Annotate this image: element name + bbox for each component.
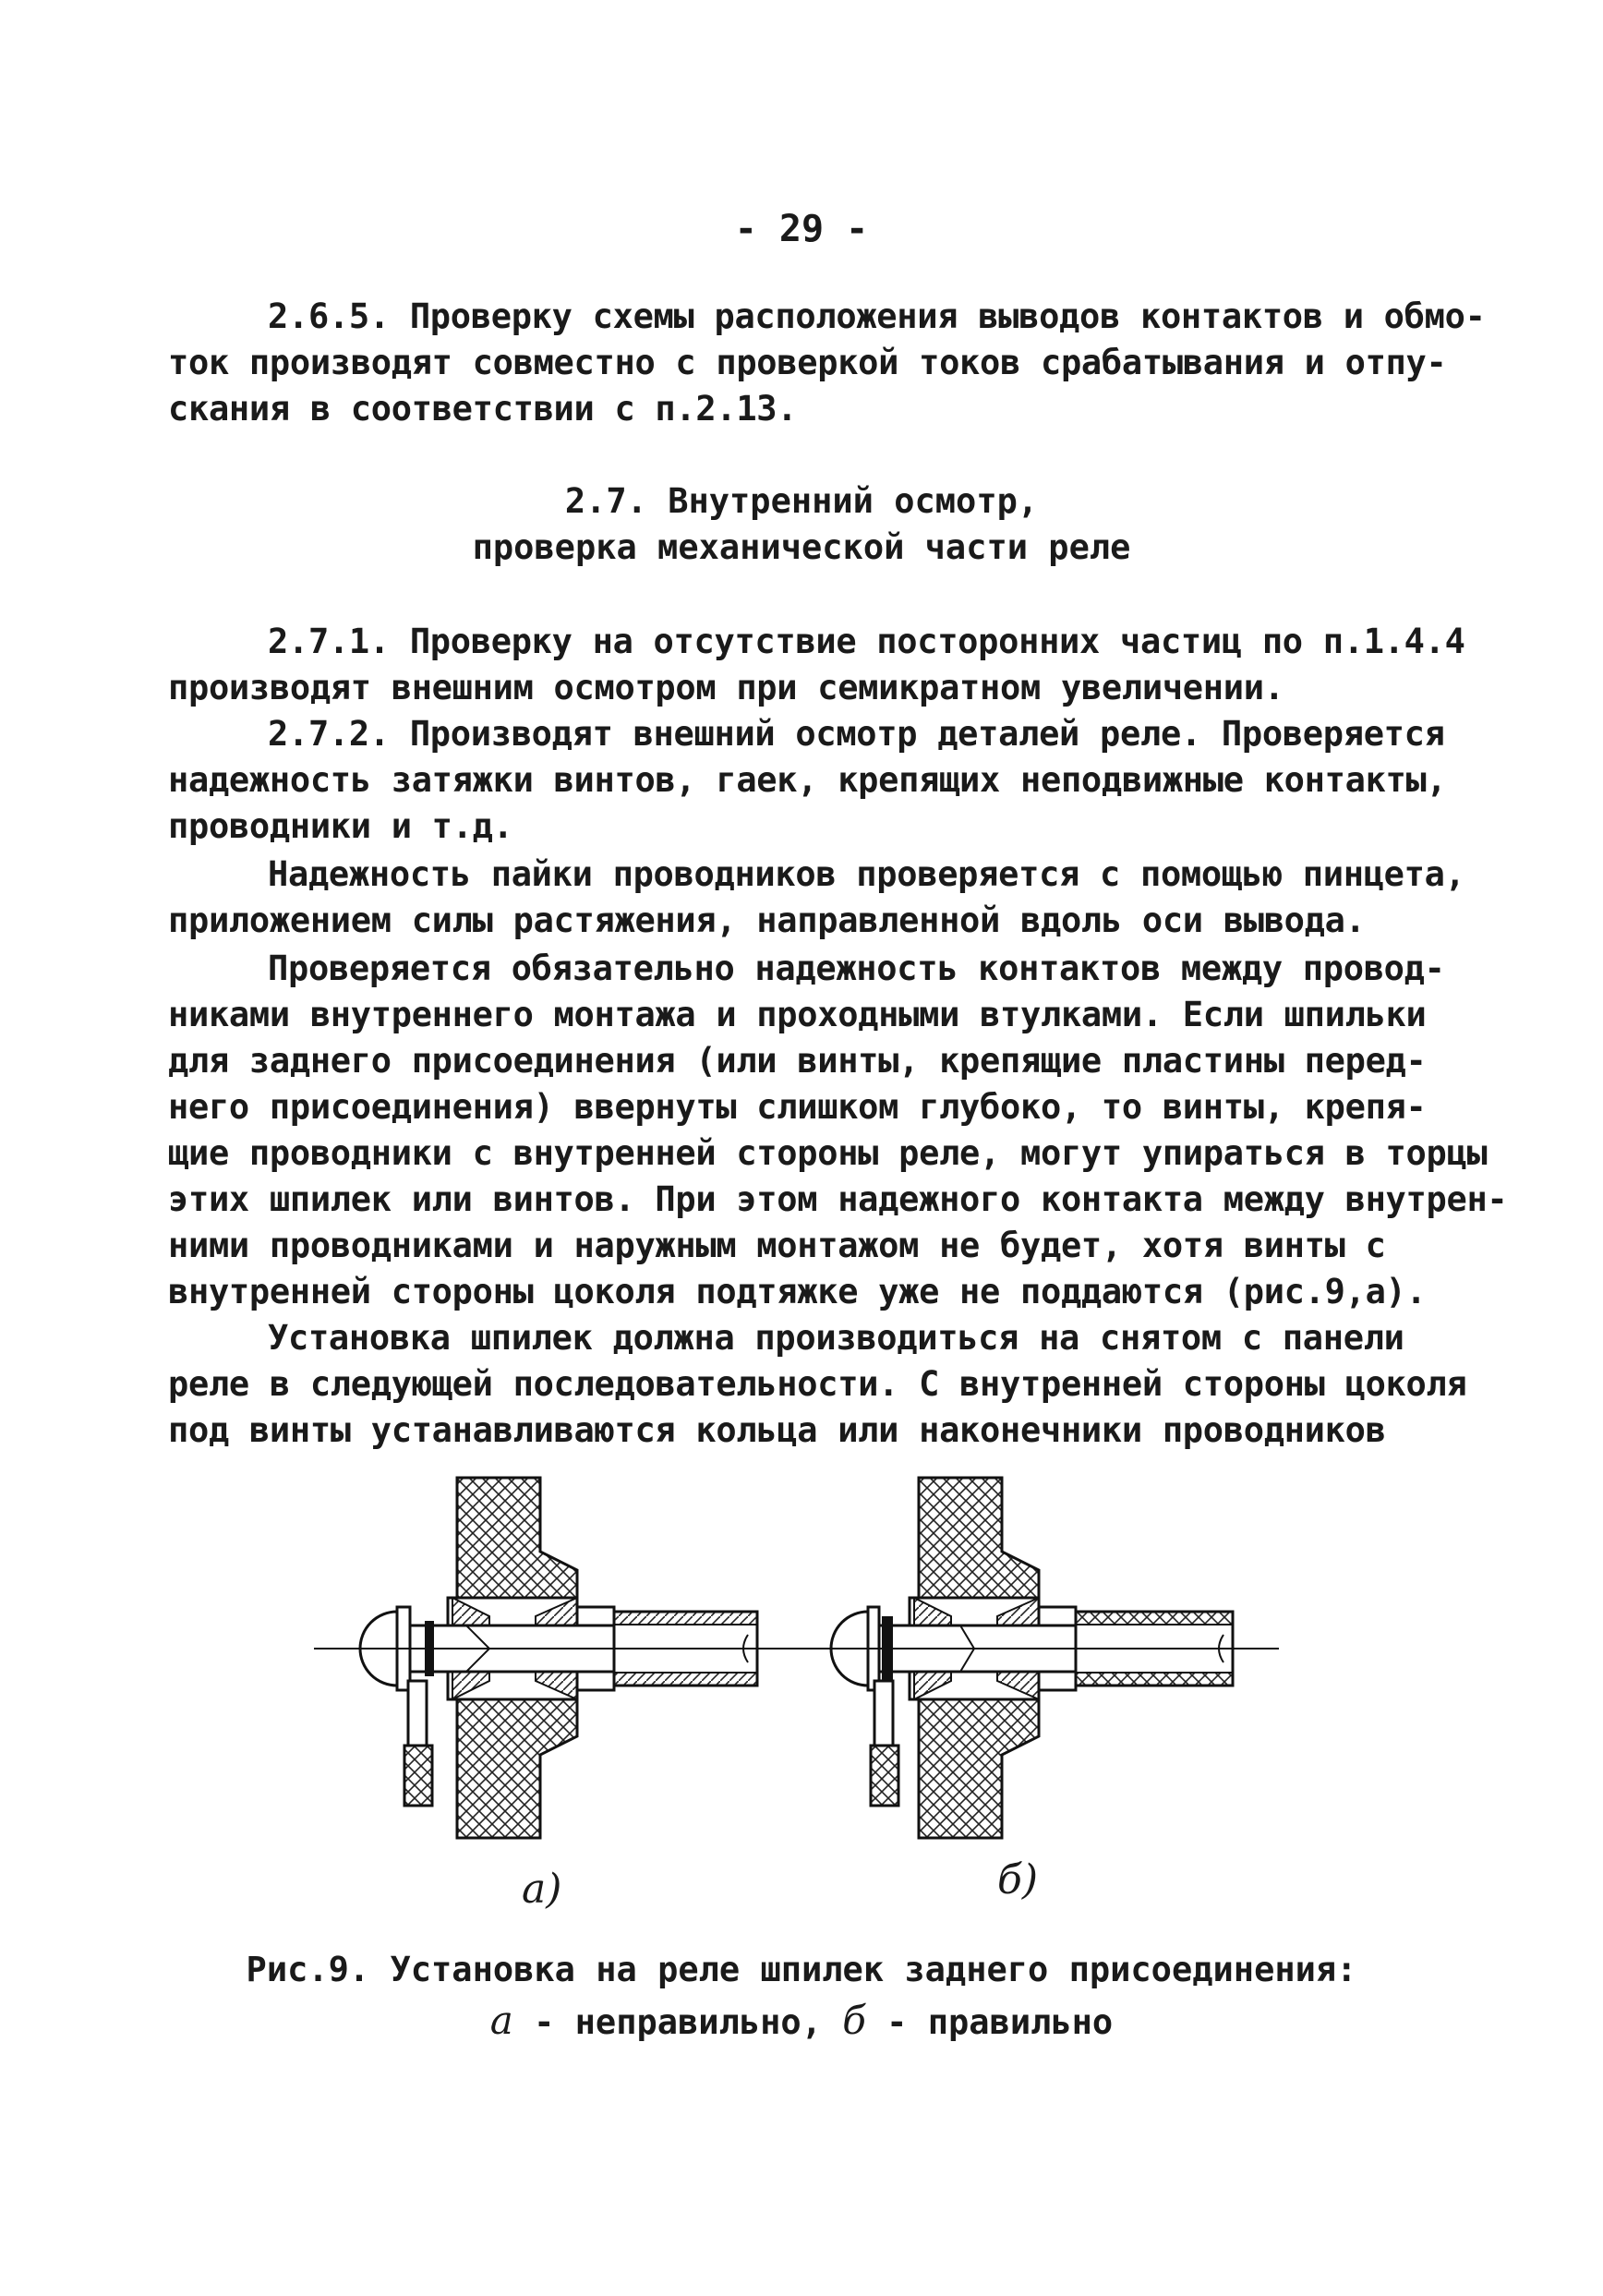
assembly-a: [314, 1478, 803, 1838]
para-2-6-5-line: ток производят совместно с проверкой токов срабатывания и отпу-: [168, 343, 1447, 382]
caption-a-letter: а: [489, 1998, 513, 2043]
wire-lug-a: [408, 1681, 427, 1746]
wire-b: [871, 1746, 898, 1806]
caption-b-letter: б: [842, 1998, 866, 2043]
assembly-b: [780, 1478, 1279, 1838]
para-contacts-line: никами внутреннего монтажа и проходными втулками. Если шпильки: [168, 995, 1427, 1034]
figure-9-drawing: [305, 1468, 1302, 1875]
para-2-6-5-line: скания в соответствии с п.2.13.: [168, 389, 798, 429]
para-contacts-line: щие проводники с внутренней стороны реле, могут упираться в торцы: [168, 1133, 1488, 1173]
para-install-line: под винты устанавливаются кольца или наконечники проводников: [168, 1410, 1386, 1450]
figure-label-a: а): [522, 1866, 562, 1913]
para-2-7-2-line: надежность затяжки винтов, гаек, крепящих неподвижные контакты,: [168, 760, 1447, 800]
base-plate-a: [457, 1478, 577, 1598]
caption-a-text: - неправильно,: [512, 2002, 843, 2042]
page-number: - 29 -: [734, 208, 869, 250]
para-contacts-line: внутренней стороны цоколя подтяжке уже не поддаются (рис.9,а).: [168, 1272, 1427, 1311]
wire-a: [404, 1746, 432, 1806]
para-2-7-1-line: производят внешним осмотром при семикратном увеличении.: [168, 668, 1284, 707]
para-contacts-line: Проверяется обязательно надежность контактов между провод-: [268, 949, 1445, 988]
para-contacts-line: этих шпилек или винтов. При этом надежного контакта между внутрен-: [168, 1179, 1508, 1219]
para-solder-line: приложением силы растяжения, направленной вдоль оси вывода.: [168, 900, 1366, 940]
para-contacts-line: него присоединения) ввернуты слишком глубоко, то винты, крепя-: [168, 1087, 1427, 1127]
para-2-7-2-line: проводники и т.д.: [168, 806, 513, 846]
para-solder-line: Надежность пайки проводников проверяется с помощью пинцета,: [268, 854, 1465, 894]
para-contacts-line: ними проводниками и наружным монтажом не будет, хотя винты с: [168, 1226, 1386, 1265]
section-heading: 2.7. Внутренний осмотр,: [564, 481, 1039, 521]
figure-caption: Рис.9. Установка на реле шпилек заднего присоединения:: [246, 1950, 1357, 1989]
base-plate-b: [919, 1478, 1039, 1598]
caption-b-text: - правильно: [865, 2002, 1114, 2042]
para-2-6-5-line: 2.6.5. Проверку схемы расположения выводов контактов и обмо-: [268, 296, 1486, 336]
figure-caption-legend: [0, 1995, 1603, 2048]
wire-lug-b: [874, 1681, 893, 1746]
para-install-line: Установка шпилек должна производиться на снятом с панели: [268, 1318, 1404, 1358]
para-install-line: реле в следующей последовательности. С внутренней стороны цоколя: [168, 1364, 1467, 1404]
para-2-7-2-line: 2.7.2. Производят внешний осмотр деталей реле. Проверяется: [268, 714, 1445, 754]
section-heading-sub: проверка механической части реле: [472, 527, 1131, 567]
para-2-7-1-line: 2.7.1. Проверку на отсутствие посторонних частиц по п.1.4.4: [268, 622, 1465, 661]
figure-label-b: б): [997, 1856, 1039, 1903]
para-contacts-line: для заднего присоединения (или винты, крепящие пластины перед-: [168, 1041, 1427, 1081]
